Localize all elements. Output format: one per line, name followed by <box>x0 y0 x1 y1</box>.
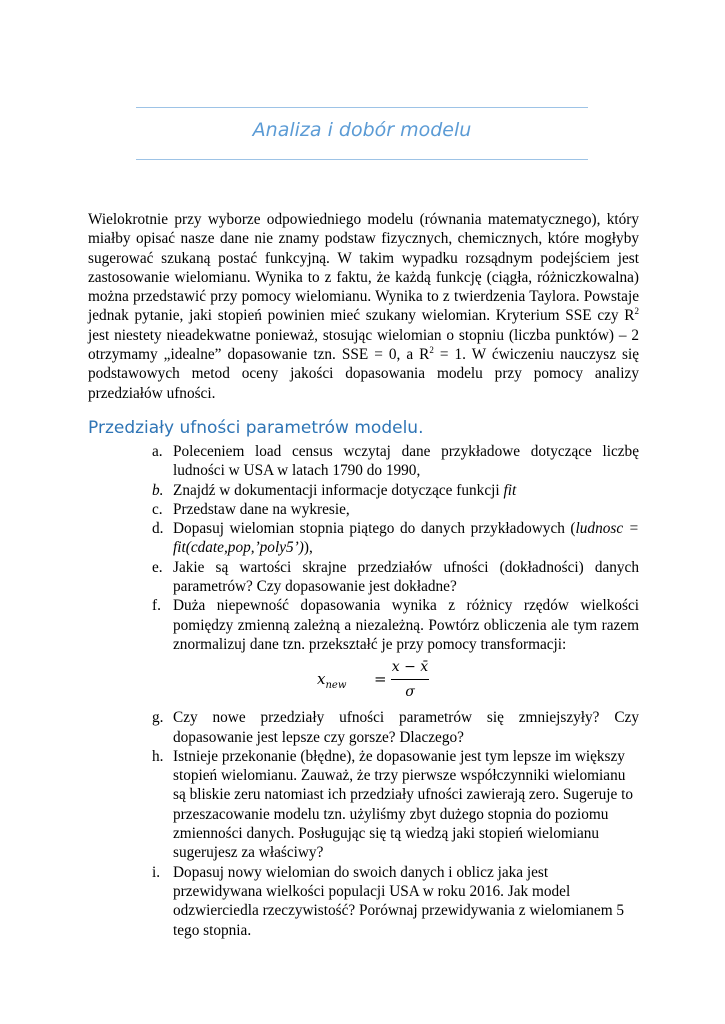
task-text: Dopasuj wielomian stopnia piątego do danych przykładowych ( <box>173 520 576 538</box>
task-marker: g. <box>152 709 164 727</box>
task-item-c <box>146 500 639 519</box>
task-marker: a. <box>152 443 163 460</box>
formula-numerator: x − x̄ <box>391 659 429 676</box>
page-title: Analiza i dobór modelu <box>252 119 472 141</box>
task-marker: b. <box>152 481 164 499</box>
task-item-d <box>146 519 639 558</box>
normalization-formula <box>146 658 639 704</box>
task-item-a <box>146 442 639 481</box>
task-code-italic: ludnosc = fit(cdate,pop,’poly5’) <box>173 520 639 557</box>
task-list <box>146 442 639 940</box>
formula-lhs-subscript: new <box>325 680 347 692</box>
formula-denominator: σ <box>405 684 415 701</box>
section-heading: Przedziały ufności parametrów modelu. <box>88 418 424 438</box>
task-marker: c. <box>152 500 163 518</box>
task-item-g <box>146 708 639 747</box>
task-marker: d. <box>152 520 164 538</box>
intro-text-3: = 1. W ćwiczeniu nauczysz się podstawowych metod oceny jakości dopasowania modelu przy pomocy analizy przedziałów ufności. <box>88 346 640 402</box>
intro-text-2: jest niestety nieadekwatne ponieważ, stosując wielomian o stopniu (liczba punktów) – 2 otrzymamy „idealne” dopasowanie tzn. SSE = 0, a R <box>88 326 639 364</box>
task-item-f <box>146 596 639 654</box>
intro-paragraph <box>88 210 639 403</box>
task-text-italic: fit <box>503 481 517 499</box>
task-marker: e. <box>152 558 163 576</box>
formula-equals: = <box>374 670 387 689</box>
intro-superscript-2: 2 <box>429 344 434 355</box>
task-text: Jakie są wartości skrajne przedziałów ufności (dokładności) danych parametrów? Czy dopasowanie jest dokładne? <box>173 558 639 596</box>
task-item-b <box>146 481 639 500</box>
title-rule-top <box>136 107 588 108</box>
formula-fraction-bar <box>391 679 429 680</box>
intro-text-1: Wielokrotnie przy wyborze odpowiedniego modelu (równania matematycznego), który miałby opisać nasze dane nie znamy podstaw fizycznych, chemicznych, które mogłyby sugerować szukaną postać funkcyjną. W takim wypadku rozsądnym podejściem jest zastosowanie wielomianu. Wynika to z faktu, że każdą funkcję (ciągła, różniczkowalna) można przedstawić przy pomocy wielomianu. Wynika to z twierdzenia Taylora. Powstaje jednak pytanie, jaki stopień powinien mieć szukany wielomian. Kryterium SSE czy R <box>88 211 639 325</box>
formula-lhs-var: x <box>317 670 326 689</box>
task-text: Istnieje przekonanie (błędne), że dopasowanie jest tym lepsze im większy stopień wielomianu. Zauważ, że trzy pierwsze współczynniki wielomianu są bliskie zeru natomiast ich przedziały ufności zawierają zero. Sugeruje to przeszacowanie modelu tzn. użyliśmy zbyt dużego stopnia do poziomu zmienności danych. Posługując się tą wiedzą jaki stopień wielomianu sugerujesz za właściwy? <box>173 747 633 862</box>
task-marker: i. <box>152 863 161 881</box>
task-text: Znajdź w dokumentacji informacje dotyczące funkcji <box>173 481 504 499</box>
task-item-e <box>146 558 639 597</box>
task-text: Dopasuj nowy wielomian do swoich danych i oblicz jaka jest przewidywana wielkości populacji USA w roku 2016. Jak model odzwierciedla rzeczywistość? Porównaj przewidywania z wielomianem 5 tego stopnia. <box>173 863 625 939</box>
task-marker: f. <box>152 597 161 615</box>
intro-superscript-1: 2 <box>634 306 639 317</box>
task-item-i <box>146 863 639 940</box>
task-text: Przedstaw dane na wykresie, <box>173 500 350 518</box>
task-marker: h. <box>152 747 164 765</box>
task-text: Poleceniem load census wczytaj dane przykładowe dotyczące liczbę ludności w USA w latach 1790 do 1990, <box>173 443 639 480</box>
title-rule-bottom <box>136 159 588 160</box>
task-item-h <box>146 747 639 863</box>
task-text-after: ), <box>303 539 313 557</box>
task-text: Czy nowe przedziały ufności parametrów się zmniejszyły? Czy dopasowanie jest lepsze czy gorsze? Dlaczego? <box>173 709 639 746</box>
formula-lhs <box>317 670 346 695</box>
task-text: Duża niepewność dopasowania wynika z różnicy rzędów wielkości pomiędzy zmienną zależną a niezależną. Powtórz obliczenia ale tym razem znormalizuj dane tzn. przekształć je przy pomocy transformacji: <box>173 597 639 653</box>
